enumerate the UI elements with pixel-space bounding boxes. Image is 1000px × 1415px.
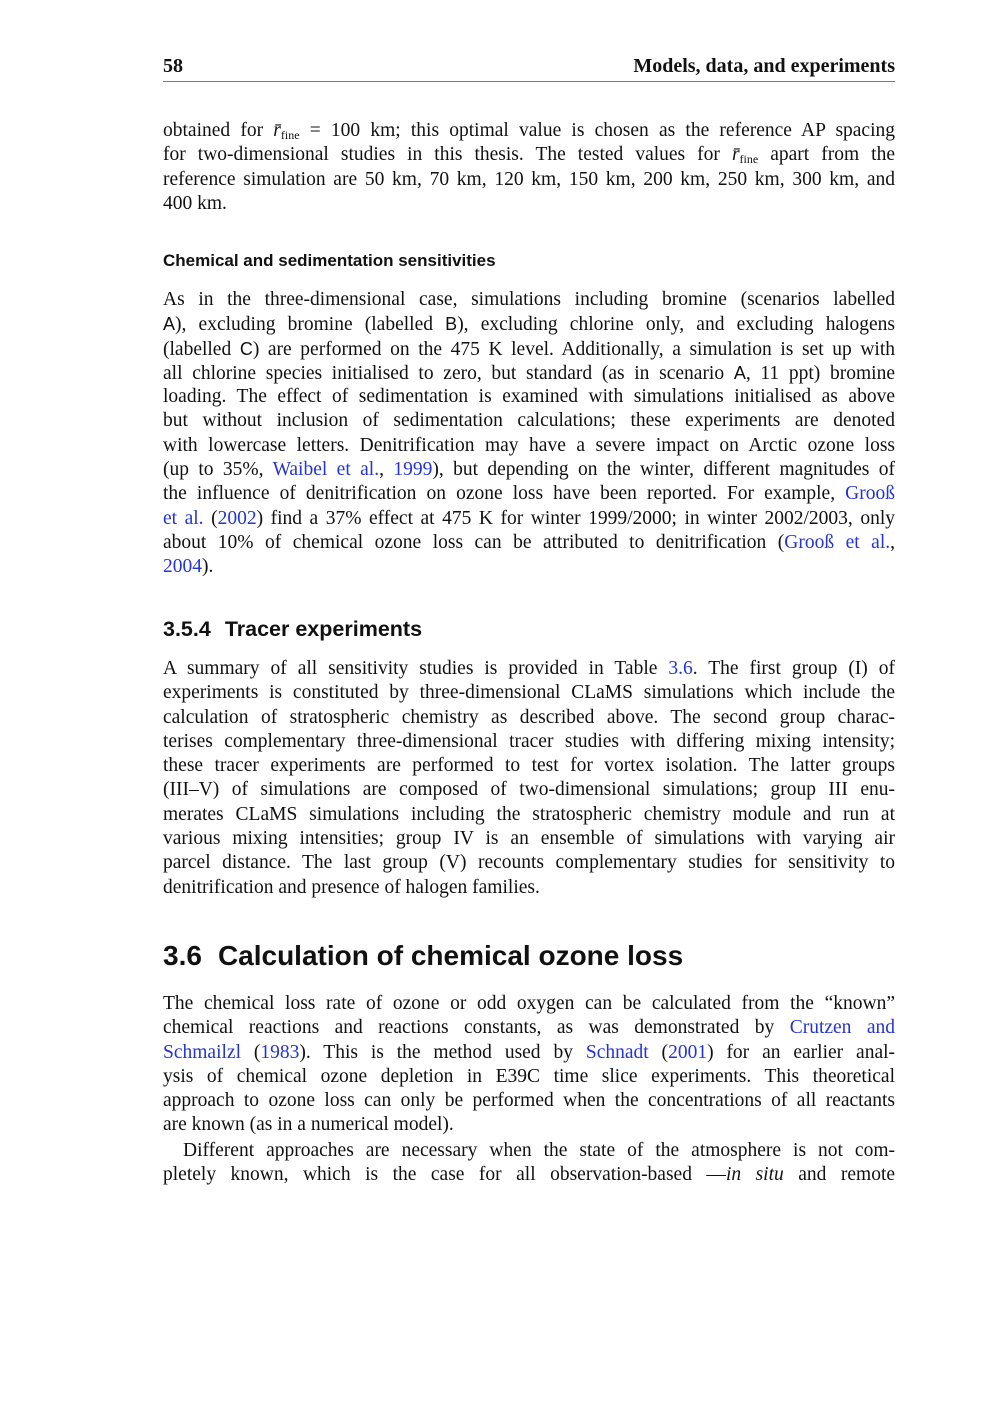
section-heading-3-6 [163,938,683,974]
text-run: ). [202,556,214,578]
text-run: (up to 35%, [163,459,273,481]
text-run: ). This is the method used by [299,1041,586,1063]
section-title: Tracer experiments [224,617,423,641]
text-run: all chlorine species initialised to zero, but standard (as in scenario [163,362,734,384]
text-run: terises complementary three-dimensional tracer studies with differing mixing intensity; [163,730,895,752]
text-run: , [379,459,394,481]
text-line [163,337,895,361]
citation-link[interactable]: Schmailzl [163,1041,241,1063]
text-line [163,458,895,482]
text-run: Different approaches are necessary when the state of the atmosphere is not com- [183,1140,895,1161]
text-run: the influence of denitrification on ozone loss have been reported. For example, [163,483,846,505]
text-line [163,409,895,433]
text-run: merates CLaMS simulations including the stratospheric chemistry module and run at [163,803,895,825]
citation-link[interactable]: 2001 [668,1041,708,1063]
running-header [163,55,895,82]
text-run: , 11 ppt) bromine [745,362,895,384]
text-line [163,531,895,555]
text-line [163,681,895,705]
text-line [163,143,895,167]
text-run: approach to ozone loss can only be performed when the concentrations of all reactants [163,1090,895,1112]
text-line [163,555,895,579]
text-run: denitrification and presence of halogen families. [163,876,540,898]
section-heading-3-5-4 [163,615,422,643]
scenario-label: A [733,362,746,383]
text-run: ), but depending on the winter, different magnitudes of [432,459,895,481]
text-line [163,507,895,531]
text-run: ysis of chemical ozone depletion in E39C time slice experiments. This theoretical [163,1065,895,1087]
paragraph-different-approaches [163,1139,895,1188]
text-run: calculation of stratospheric chemistry as described above. The second group charac- [163,706,895,728]
text-line [163,1139,895,1163]
text-run: ( [240,1041,261,1063]
text-run: and remote [783,1164,896,1186]
text-run: these tracer experiments are performed to test for vortex isolation. The latter groups [163,755,895,777]
text-run: about 10% of chemical ozone loss can be attributed to denitrification ( [163,531,785,553]
text-line [163,992,895,1016]
text-run: chemical reactions and reactions constants, as was demonstrated by [163,1017,790,1039]
page-number: 58 [163,55,183,77]
text-run: = 100 km; this optimal value is chosen as the reference AP spacing [299,120,896,141]
text-run: ), excluding bromine (labelled [175,314,446,336]
text-run: ) are performed on the 475 K level. Additionally, a simulation is set up with [252,338,895,360]
paragraph-rfine-spacing [163,119,895,216]
citation-link[interactable]: Grooß et al. [784,531,891,553]
scenario-label: A [163,314,176,335]
paragraph-tracer-experiments [163,657,895,900]
text-run: experiments is constituted by three-dimensional CLaMS simulations which include the [163,682,895,704]
paragraph-chemical-sensitivities [163,288,895,580]
text-line [163,192,895,216]
text-run: various mixing intensities; group IV is an ensemble of simulations with varying air [163,828,895,850]
math-symbol-r-fine: $r̄_{fine}$ [731,144,759,167]
text-run: are known (as in a numerical model). [163,1114,454,1136]
citation-link[interactable]: Crutzen and [789,1017,895,1039]
text-run: The chemical loss rate of ozone or odd oxygen can be calculated from the “known” [163,993,895,1014]
text-run: As in the three-dimensional case, simulations including bromine (scenarios labelled [163,289,895,310]
text-line [163,168,895,192]
text-line [163,778,895,802]
text-run: (III–V) of simulations are composed of two-dimensional simulations; group III enu- [163,779,895,801]
text-line [163,803,895,827]
text-run: but without inclusion of sedimentation calculations; these experiments are denoted [163,410,895,432]
text-line [163,385,895,409]
paragraph-chemical-loss-rate [163,992,895,1138]
text-run: loading. The effect of sedimentation is examined with simulations initialised as above [163,386,895,408]
running-title: Models, data, and experiments [633,55,895,77]
text-run: . The first group (I) of [692,658,895,679]
citation-link[interactable]: 2002 [217,507,257,529]
text-run: parcel distance. The last group (V) recounts complementary studies for sensitivity to [163,852,895,874]
text-line [163,657,895,681]
text-line [163,706,895,730]
text-run: (labelled [163,338,240,360]
italic-text: in situ [725,1164,784,1186]
text-line [163,1041,895,1065]
text-line [163,827,895,851]
text-run: apart from the [758,144,896,166]
citation-link[interactable]: 2004 [163,556,202,578]
citation-link[interactable]: et al. [163,507,204,529]
text-run: ) find a 37% effect at 475 K for winter 1999/2000; in winter 2002/2003, only [256,507,895,529]
text-run: for two-dimensional studies in this thesis. The tested values for [163,144,732,166]
scenario-label: C [239,338,253,359]
citation-link[interactable]: Waibel et al. [272,459,380,481]
scenario-label: B [445,314,458,335]
math-symbol-r-fine: $r̄_{fine}$ [273,120,300,142]
text-run: ) for an earlier anal- [707,1041,896,1063]
text-run: 400 km. [163,192,227,214]
text-line [163,754,895,778]
text-line [163,482,895,506]
text-line [163,1016,895,1040]
text-line [163,434,895,458]
text-line [163,288,895,312]
math-subscript: fine [739,152,759,167]
text-line [163,119,895,143]
section-number: 3.6 [163,940,202,971]
citation-link[interactable]: 1999 [393,459,433,481]
text-run: , [890,531,895,553]
text-run: reference simulation are 50 km, 70 km, 120 km, 150 km, 200 km, 250 km, 300 km, and [163,168,895,190]
citation-link[interactable]: Schnadt [585,1041,649,1063]
citation-link[interactable]: Grooß [845,483,895,505]
text-line [163,851,895,875]
text-run: obtained for [163,120,274,141]
citation-link[interactable]: 1983 [260,1041,300,1063]
citation-link[interactable]: 3.6 [668,658,693,679]
section-number: 3.5.4 [163,617,211,641]
math-subscript: fine [280,128,300,142]
subsection-heading: Chemical and sedimentation sensitivities [163,251,496,270]
text-run: pletely known, which is the case for all observation-based — [163,1164,726,1186]
text-run: A summary of all sensitivity studies is provided in Table [163,658,669,679]
text-line [163,730,895,754]
text-line [163,361,895,385]
text-run: ), excluding chlorine only, and excluding halogens [457,314,896,336]
text-run: ( [203,507,218,529]
text-line [163,1089,895,1113]
text-run: ( [648,1041,669,1063]
text-line [163,312,895,336]
text-run: with lowercase letters. Denitrification may have a severe impact on Arctic ozone loss [163,434,895,456]
text-line [163,1065,895,1089]
text-line [163,876,895,900]
text-line [163,1163,895,1187]
text-line [163,1113,895,1137]
section-title: Calculation of chemical ozone loss [217,940,684,971]
